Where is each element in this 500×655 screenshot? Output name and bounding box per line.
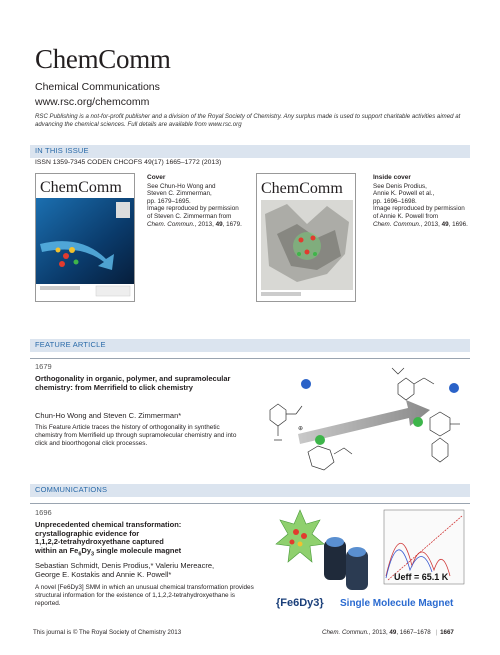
citation-volume: 49 — [215, 220, 223, 228]
feature-article-bar — [30, 339, 470, 352]
journal-url[interactable]: www.rsc.org/chemcomm — [35, 96, 150, 108]
feature-abstract: This Feature Article traces the history of orthogonality in synthetic chemistry from Merrifield up through supramolecular chemistry and into click and bioorthogonal click processes. — [35, 424, 237, 447]
citation-journal: Chem. Commun. — [147, 220, 195, 228]
inside-cover-caption-line: of Annie K. Powell from — [373, 212, 439, 220]
communications-bar — [30, 484, 470, 497]
cover-image[interactable] — [35, 173, 135, 302]
title-subscript: 3 — [91, 551, 95, 558]
communication-title-line: 1,1,2,2-tetrahydroxyethane captured — [35, 537, 164, 547]
cover-caption-title: Cover — [147, 174, 166, 181]
inside-cover-caption — [373, 174, 473, 228]
communication-page-number: 1696 — [35, 508, 52, 517]
communication-abstract: A novel [Fe6Dy3] SMM in which an unusual chemical transformation provides structural information for the existence of 1,1,2,2-tetrahydroxyethane is reported. — [35, 584, 254, 607]
communication-authors-line: George E. Kostakis and Annie K. Powell* — [35, 570, 172, 579]
footer-year: , 2013, — [368, 629, 390, 636]
issn-line: ISSN 1359-7345 CODEN CHCOFS 49(17) 1665–1772 (2013) — [35, 159, 222, 166]
inside-cover-image[interactable] — [256, 173, 356, 302]
inside-cover-caption-line: Image reproduced by permission — [373, 205, 465, 213]
communication-title-line: crystallographic evidence for — [35, 528, 140, 538]
inside-cover-logo: ChemComm — [261, 180, 343, 197]
feature-article-title[interactable]: Orthogonality in organic, polymer, and supramolecular chemistry: from Merrifield to click chemistry — [35, 374, 231, 392]
ueff-label: Ueff = 65.1 K — [394, 572, 449, 582]
citation-journal: Chem. Commun. — [373, 220, 421, 228]
inside-cover-citation — [373, 221, 473, 229]
communication-title-line — [35, 547, 265, 559]
communications-heading: COMMUNICATIONS — [35, 485, 108, 494]
citation-year: , 2013, — [194, 220, 216, 228]
inside-cover-caption-line: Annie K. Powell et al., — [373, 190, 435, 198]
footer-page-number: 1667 — [440, 629, 454, 636]
cover-logo: ChemComm — [40, 179, 122, 196]
citation-page: , 1679. — [222, 220, 242, 228]
communication-authors-line: Sebastian Schmidt, Denis Prodius,* Valeriu Mereacre, — [35, 561, 215, 570]
journal-masthead: ChemComm — [35, 44, 171, 74]
footer-separator: | — [435, 629, 438, 636]
cover-caption-line: pp. 1679–1695. — [147, 197, 191, 205]
svg-text:⊕: ⊕ — [298, 426, 304, 432]
feature-article-heading: FEATURE ARTICLE — [35, 340, 106, 349]
journal-subtitle: Chemical Communications — [35, 81, 160, 93]
in-this-issue-bar — [30, 145, 470, 158]
footer-volume: 49 — [389, 629, 397, 636]
footer-copyright: This journal is © The Royal Society of Chemistry 2013 — [33, 629, 182, 636]
communication-toc-graphic — [272, 506, 470, 622]
cover-citation — [147, 221, 247, 229]
feature-toc-graphic — [268, 364, 468, 476]
cover-caption-line: of Steven C. Zimmerman from — [147, 212, 232, 220]
title-subscript: 6 — [78, 551, 82, 558]
publisher-disclaimer: RSC Publishing is a not-for-profit publisher and a division of the Royal Society of Chemistry. Any surplus made is used to support charitable activities aimed at advancing the chemical sciences. Full details are available from www.rsc.org — [35, 113, 461, 128]
section-divider — [30, 358, 470, 359]
cover-caption — [147, 174, 247, 228]
fe6dy3-label: {Fe6Dy3} — [276, 597, 324, 609]
citation-volume: 49 — [441, 220, 449, 228]
section-divider — [30, 503, 470, 504]
communication-authors — [35, 561, 275, 579]
footer-citation — [322, 629, 454, 636]
communication-title-line: Unprecedented chemical transformation: — [35, 520, 182, 529]
title-fragment: within an Fe — [35, 545, 79, 555]
feature-page-number: 1679 — [35, 362, 52, 371]
smm-caption: Single Molecule Magnet — [340, 598, 454, 609]
title-fragment: Dy — [81, 545, 91, 555]
cover-caption-line: Steven C. Zimmerman, — [147, 190, 212, 198]
feature-authors: Chun-Ho Wong and Steven C. Zimmerman* — [35, 411, 182, 420]
citation-year: , 2013, — [420, 220, 442, 228]
title-fragment: single molecule magnet — [94, 545, 182, 555]
inside-cover-caption-line: pp. 1696–1698. — [373, 197, 417, 205]
citation-page: , 1696. — [448, 220, 468, 228]
footer-journal: Chem. Commun. — [322, 629, 369, 636]
inside-cover-caption-line: See Denis Prodius, — [373, 182, 427, 190]
inside-cover-caption-title: Inside cover — [373, 174, 411, 181]
footer-pages: , 1667–1678 — [396, 629, 431, 636]
in-this-issue-heading: IN THIS ISSUE — [35, 146, 89, 155]
communication-title[interactable] — [35, 521, 265, 559]
cover-caption-line: See Chun-Ho Wong and — [147, 182, 216, 190]
cover-caption-line: Image reproduced by permission — [147, 205, 239, 213]
